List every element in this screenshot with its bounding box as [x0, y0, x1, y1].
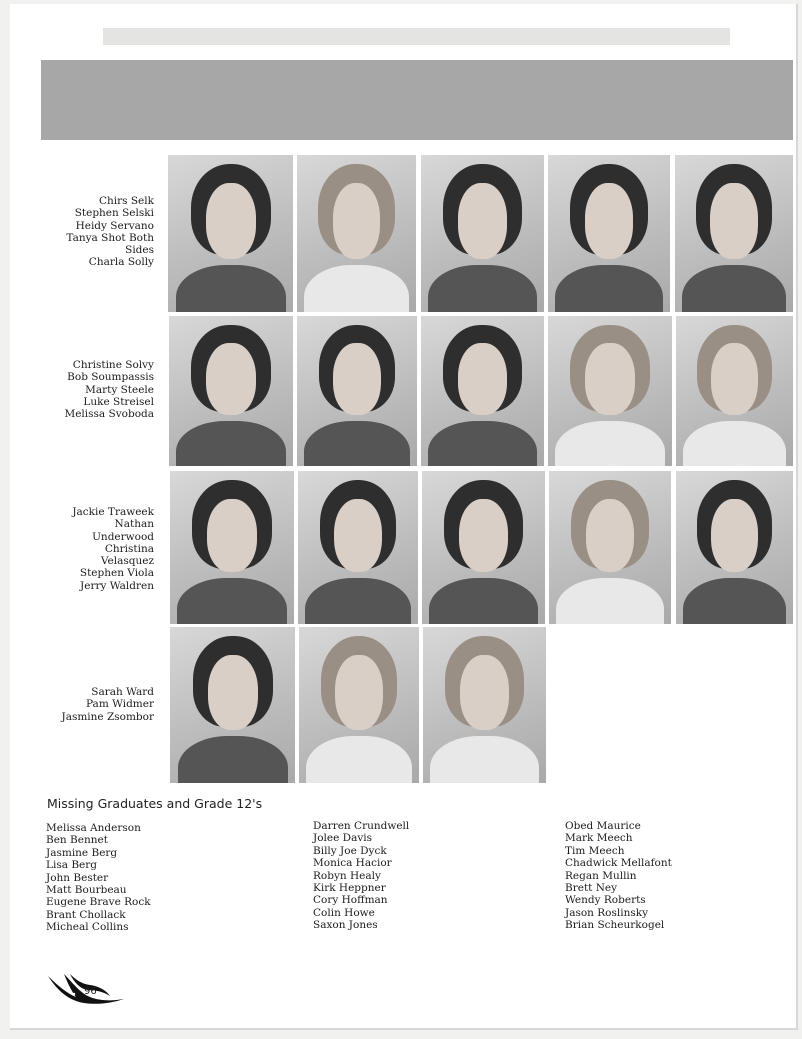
student-name: Underwood — [92, 530, 154, 543]
list-item: Tim Meech — [565, 844, 625, 857]
student-portrait — [549, 471, 671, 624]
list-item: Mark Meech — [565, 832, 633, 845]
student-portrait — [675, 155, 793, 312]
list-item: Brant Chollack — [46, 908, 126, 921]
list-item: Darren Crundwell — [313, 820, 410, 832]
student-portrait — [676, 316, 793, 466]
student-name: Stephen Viola — [79, 567, 154, 580]
student-name: Bob Soumpassis — [67, 371, 154, 384]
student-name: Marty Steele — [85, 383, 154, 396]
student-name: Stephen Selski — [74, 207, 154, 220]
student-name: Charla Solly — [88, 256, 154, 269]
list-item: Saxon Jones — [313, 919, 378, 932]
missing-list-col-3 — [565, 820, 672, 932]
student-portrait — [548, 316, 672, 466]
student-name: Jackie Traweek — [72, 506, 154, 518]
student-portrait — [423, 627, 546, 783]
list-item: Regan Mullin — [565, 869, 637, 882]
list-item: Eugene Brave Rock — [46, 896, 151, 909]
student-name: Luke Streisel — [83, 395, 154, 408]
student-name: Chirs Selk — [98, 195, 154, 207]
list-item: Wendy Roberts — [565, 894, 646, 907]
student-name: Tanya Shot Both — [66, 231, 154, 244]
list-item: Kirk Heppner — [313, 882, 386, 895]
row-1-names — [4, 195, 154, 269]
student-name: Jasmine Zsombor — [61, 710, 154, 723]
student-portrait — [421, 155, 544, 312]
list-item: Chadwick Mellafont — [565, 857, 672, 870]
student-portrait — [297, 155, 416, 312]
list-item: Melissa Anderson — [46, 822, 141, 834]
student-portrait — [676, 471, 793, 624]
list-item: Micheal Collins — [46, 921, 129, 934]
student-portrait — [548, 155, 670, 312]
row-3-names — [4, 506, 154, 592]
student-name: Velasquez — [100, 555, 154, 568]
list-item: Lisa Berg — [46, 859, 97, 872]
student-portrait — [299, 627, 419, 783]
student-name: Jerry Waldren — [80, 579, 154, 592]
row-4-names — [4, 686, 154, 723]
student-name: Christine Solvy — [72, 359, 154, 371]
top-strip — [103, 28, 730, 45]
list-item: Jasmine Berg — [46, 846, 118, 859]
list-item: Cory Hoffman — [313, 894, 388, 907]
student-portrait — [168, 155, 293, 312]
student-name: Pam Widmer — [85, 698, 154, 711]
missing-graduates-heading: Missing Graduates and Grade 12's — [47, 796, 263, 811]
student-name: Heidy Servano — [75, 219, 154, 232]
list-item: John Bester — [46, 871, 109, 884]
page-number: 96 — [84, 986, 97, 997]
student-portrait — [169, 316, 293, 466]
header-banner — [41, 60, 793, 140]
list-item: Matt Bourbeau — [46, 884, 127, 897]
student-portrait — [170, 627, 295, 783]
row-2-names — [4, 359, 154, 420]
list-item: Billy Joe Dyck — [313, 844, 387, 857]
student-portrait — [170, 471, 294, 624]
list-item: Jolee Davis — [313, 832, 373, 845]
student-portrait — [422, 471, 545, 624]
student-name: Christina — [104, 542, 154, 555]
list-item: Brian Scheurkogel — [565, 919, 665, 932]
student-portrait — [297, 316, 417, 466]
student-name: Sides — [125, 244, 154, 257]
student-name: Sarah Ward — [91, 686, 154, 698]
missing-list-col-1 — [46, 822, 151, 934]
list-item: Brett Ney — [565, 882, 618, 895]
student-name: Melissa Svoboda — [64, 408, 154, 421]
list-item: Robyn Healy — [313, 869, 381, 882]
student-portrait — [421, 316, 544, 466]
list-item: Colin Howe — [313, 906, 375, 919]
list-item: Jason Roslinsky — [565, 906, 649, 919]
student-name: Nathan — [114, 518, 154, 531]
list-item: Ben Bennet — [46, 834, 108, 847]
missing-list-col-2 — [313, 820, 409, 932]
list-item: Monica Hacior — [313, 857, 392, 870]
student-portrait — [298, 471, 418, 624]
list-item: Obed Maurice — [565, 820, 641, 832]
